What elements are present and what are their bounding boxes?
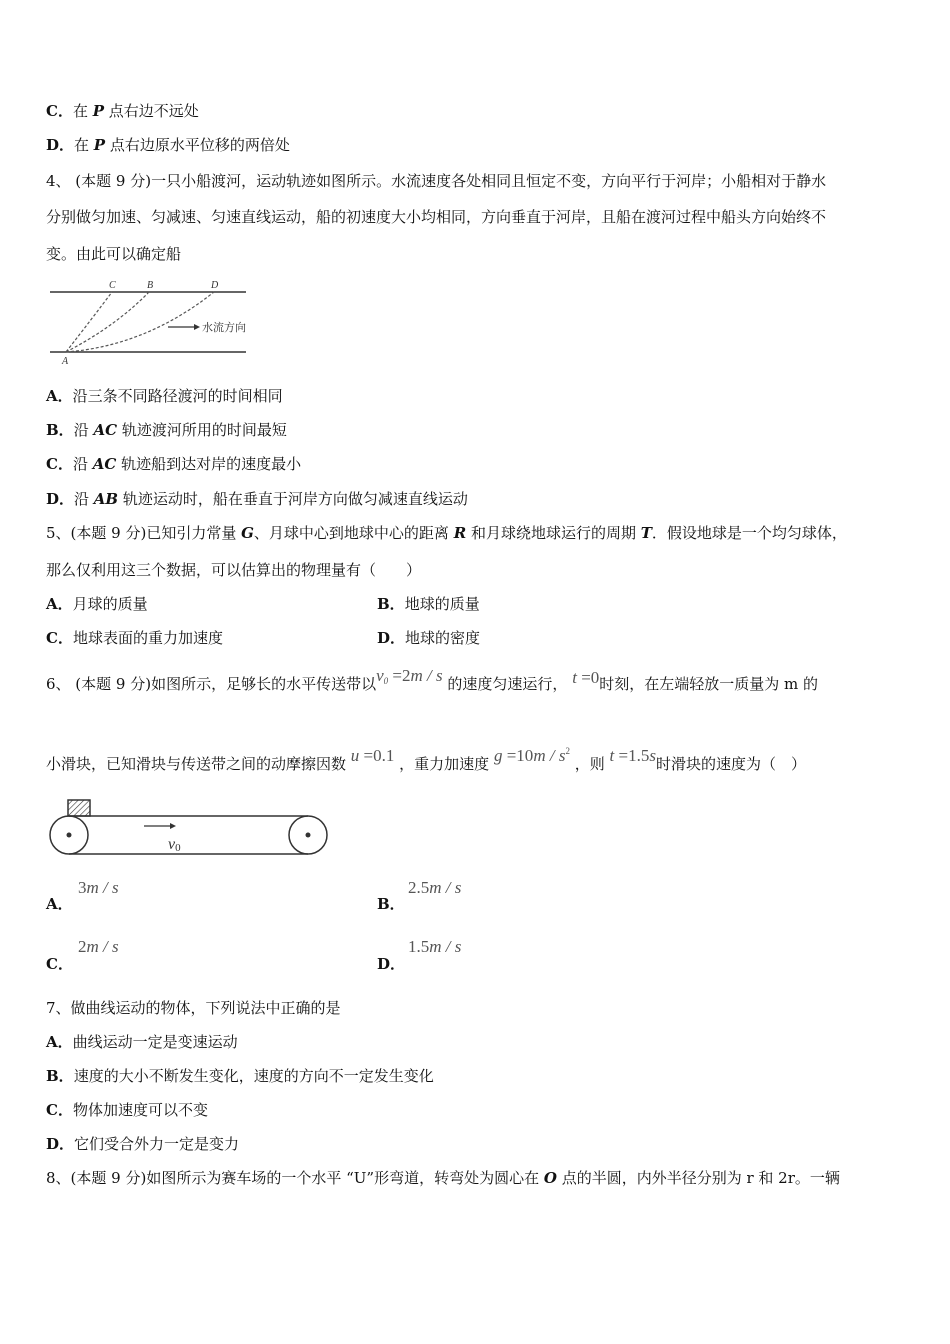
q7-option-b: B．速度的大小不断发生变化，速度的方向不一定发生变化 <box>46 1067 434 1085</box>
q4-option-d: D．沿 AB 轨迹运动时，船在垂直于河岸方向做匀减速直线运动 <box>46 490 468 508</box>
q5-option-a: A．月球的质量 <box>46 595 148 613</box>
t1-formula: t =1.5s <box>609 746 656 765</box>
q5-stem-line1: 5、(本题 9 分)已知引力常量 G、月球中心到地球中心的距离 R 和月球绕地球运行的周期 T．假设地球是一个均匀球体， <box>46 524 847 542</box>
v0-label: v0 <box>168 836 181 854</box>
label-c: C <box>109 280 116 291</box>
g-formula: $g =10m / s^2$ <box>493 746 570 765</box>
q5-stem-line2: 那么仅利用这三个数据，可以估算出的物理量有（ ） <box>46 561 422 579</box>
q4-option-c: C．沿 AC 轨迹船到达对岸的速度最小 <box>46 455 302 473</box>
label-a: A <box>62 356 69 367</box>
right-pulley-axle <box>306 833 311 838</box>
q6-option-b-value: 2.5m / s <box>408 878 462 897</box>
trajectory-ab <box>66 292 149 352</box>
flow-arrow-head-icon <box>194 324 200 330</box>
q4-stem-line2: 分别做匀加速、匀减速、匀速直线运动，船的初速度大小均相同，方向垂直于河岸，且船在渡河过程中船头方向始终不 <box>46 208 827 226</box>
label-b: B <box>147 280 154 291</box>
trajectory-ad <box>66 292 214 352</box>
prev-option-d: D．在 P 点右边原水平位移的两倍处 <box>46 136 290 154</box>
left-pulley-axle <box>67 833 72 838</box>
q8-stem-line1: 8、(本题 9 分)如图所示为赛车场的一个水平 “U”形弯道，转弯处为圆心在 O 点的半圆，内外半径分别为 r 和 2r。一辆 <box>46 1169 840 1187</box>
q4-option-b: B．沿 AC 轨迹渡河所用的时间最短 <box>46 421 287 439</box>
q5-option-d: D．地球的密度 <box>377 629 481 647</box>
conveyor-belt-figure <box>46 798 332 860</box>
q6-stem-line2: 小滑块，已知滑块与传送带之间的动摩擦因数 u =0.1 ，重力加速度 $g =10m / s^2$ ，则 t =1.5s时滑块的速度为（ ） <box>46 746 806 773</box>
q6-option-a-value: 3m / s <box>78 878 119 897</box>
q6-option-d-value: 1.5m / s <box>408 937 462 956</box>
q5-option-c: C．地球表面的重力加速度 <box>46 629 223 647</box>
velocity-arrow-head-icon <box>170 823 176 829</box>
q6-stem-line1: 6、 (本题 9 分)如图所示，足够长的水平传送带以$v_0 =2m / s$ 的速度匀速运行， t =0时刻，在左端轻放一质量为 m 的 <box>46 666 819 693</box>
mu-formula: u =0.1 <box>350 746 395 765</box>
flow-direction-label: 水流方向 <box>202 322 246 334</box>
q7-option-c: C．物体加速度可以不变 <box>46 1101 208 1119</box>
q7-stem: 7、做曲线运动的物体，下列说法中正确的是 <box>46 999 341 1017</box>
q4-option-a: A．沿三条不同路径渡河的时间相同 <box>46 387 283 405</box>
river-crossing-figure <box>46 276 256 370</box>
t0-formula: t =0 <box>572 668 600 687</box>
q6-option-c-value: 2m / s <box>78 937 119 956</box>
trajectory-ac <box>66 292 112 352</box>
prev-option-c: C．在 P 点右边不远处 <box>46 102 199 120</box>
q7-option-a: A．曲线运动一定是变速运动 <box>46 1033 238 1051</box>
v0-formula: $v_0 =2m / s$ <box>376 666 443 686</box>
q4-stem-line3: 变。由此可以确定船 <box>46 245 182 263</box>
slider-block <box>68 800 90 816</box>
label-d: D <box>211 280 219 291</box>
q5-option-b: B．地球的质量 <box>377 595 480 613</box>
q7-option-d: D．它们受合外力一定是变力 <box>46 1135 240 1153</box>
q4-stem-line1: 4、 (本题 9 分)一只小船渡河，运动轨迹如图所示。水流速度各处相同且恒定不变，方向平行于河岸；小船相对于静水 <box>46 172 827 190</box>
